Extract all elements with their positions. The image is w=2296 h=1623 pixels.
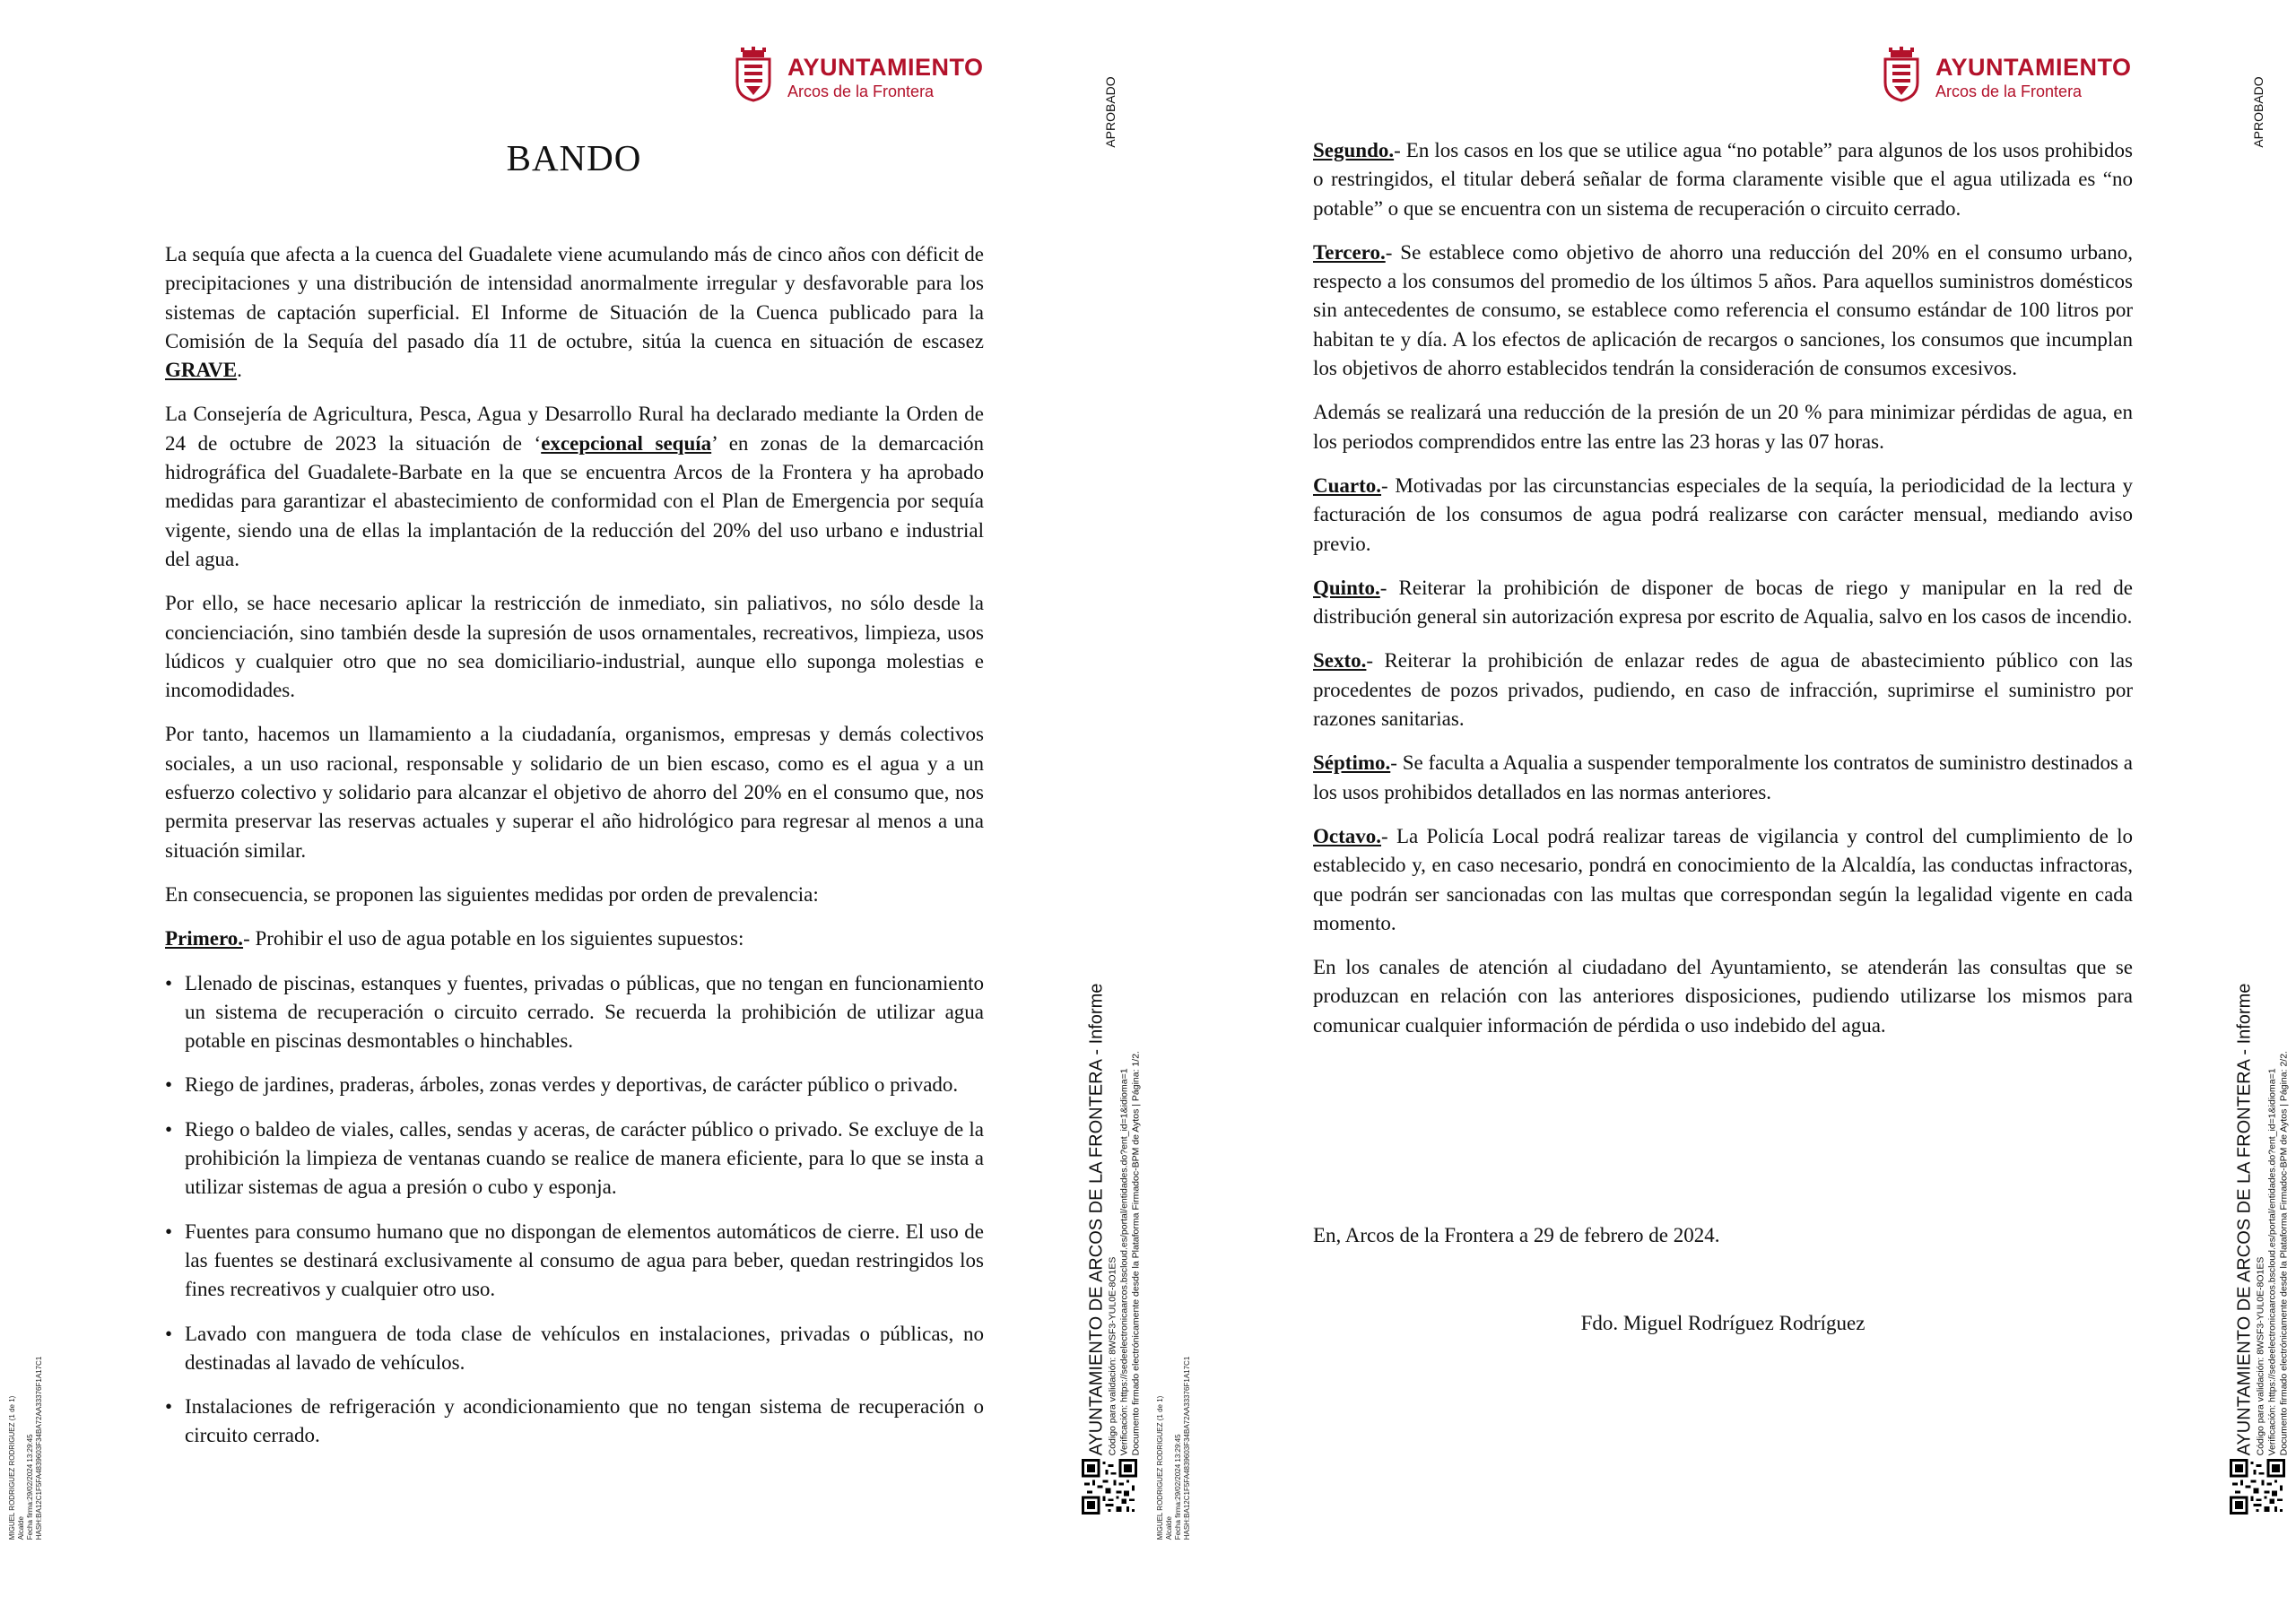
signature-date: En, Arcos de la Frontera a 29 de febrero de 2024. [1313, 1224, 1720, 1246]
qr-code-icon[interactable] [1082, 1459, 1137, 1515]
list-item: • Llenado de piscinas, estanques y fuentes, privadas o públicas, que no tengan en funcionamiento un sistema de recuperación o circuito cerrado. Se recuerda la prohibición de utilizar agua potable en piscinas desmontables o hinchables. [165, 971, 984, 1053]
measure-septimo: Séptimo.- Se faculta a Aqualia a suspender temporalmente los contratos de suministro destinados a los usos prohibidos detallados en las normas anteriores. [1313, 751, 2133, 803]
logo-subtitle: Arcos de la Frontera [787, 82, 935, 100]
measure-segundo: Segundo.- En los casos en los que se utilice agua “no potable” para algunos de los usos prohibidos o restringidos, el titular deberá señalar de forma claramente visible que el agua utilizada es “no potable” o que se encuentra con un sistema de recuperación o circuito cerrado. [1313, 139, 2133, 220]
logo-subtitle: Arcos de la Frontera [1935, 82, 2083, 100]
paragraph-drought: La sequía que afecta a la cuenca del Guadalete viene acumulando más de cinco años con déficit de precipitaciones y una distribución de intensidad anormalmente irregular y desfavorable para los sistemas de captación superficial. El Informe de Situación de la Cuenca publicado para la Comisión de la Sequía del pasado día 11 de octubre, sitúa la cuenca en situación de escasez GRAVE. [165, 243, 984, 382]
paragraph-consejeria: La Consejería de Agricultura, Pesca, Agua y Desarrollo Rural ha declarado mediante la Orden de 24 de octubre de 2023 la situación de ‘excepcional sequía’ en zonas de la demarcación hidrográfica del Guadalete-Barbate en la que se encuentra Arcos de la Frontera y ha aprobado medidas para garantizar el abastecimiento de conformidad con el Plan de Emergencia por sequía vigente, siendo una de ellas la implantación de la reducción del 20% del uso urbano e industrial del agua. [165, 403, 984, 570]
logo-title: AYUNTAMIENTO [787, 54, 984, 81]
ayuntamiento-logo [734, 47, 1003, 104]
list-item: • Riego de jardines, praderas, árboles, zonas verdes y deportivas, de carácter público o privado. [165, 1073, 959, 1097]
approved-stamp: APROBADO [1103, 76, 1118, 148]
ayuntamiento-logo [1882, 47, 2151, 104]
measure-octavo: Octavo.- La Policía Local podrá realizar tareas de vigilancia y control del cumplimiento de lo establecido y, en caso necesario, pondrá en conocimiento de la Alcaldía, las conductas infractoras, que podrán ser sancionadas con las multas que correspondan según la legalidad vigente en cada momento. [1313, 824, 2133, 934]
qr-code-icon[interactable] [2230, 1459, 2285, 1515]
paragraph-measures-intro: En consecuencia, se proponen las siguientes medidas por orden de prevalencia: [165, 882, 819, 906]
list-item: • Instalaciones de refrigeración y acondicionamiento que no tengan sistema de recuperación o circuito cerrado. [165, 1395, 984, 1447]
paragraph-pressure: Además se realizará una reducción de la presión de un 20 % para minimizar pérdidas de agua, en los periodos comprendidos entre las entre las 23 horas y las 07 horas. [1313, 401, 2133, 453]
logo-title: AYUNTAMIENTO [1935, 54, 2132, 81]
list-item: • Fuentes para consumo humano que no dispongan de elementos automáticos de cierre. El uso de las fuentes se destinará exclusivamente al consumo de agua para beber, quedan restringidos los fines recreativos y cualquier otro uso. [165, 1219, 984, 1301]
signature-metadata: MIGUEL RODRIGUEZ RODRIGUEZ (1 de 1) Alcalde Fecha firma:29/02/2024 13:29:45 HASH:BA12C1F5FA4839603F34BA72AA33376F1A17C1 [1156, 1356, 1191, 1541]
list-item: • Riego o baldeo de viales, calles, sendas y aceras, de carácter público o privado. Se excluye de la prohibición la limpieza de ventanas cuando se realice de manera eficiente, para lo que se insta a utilizar sistemas de agua a presión o cubo y esponja. [165, 1117, 984, 1199]
page-1-body [165, 240, 984, 1466]
validation-sidebar: AYUNTAMIENTO DE ARCOS DE LA FRONTERA - Informe Código para validación: 8WSF3-YUL0E-8O1ES Verificación: https://sedeelectronicaarcos.bscloud.es/portal/entidades.do?ent_id=1&idioma=1 Documento firmado electrónicamente desde la Plataforma Firmadoc-BPM de Aytos | Página: 1/2. [1086, 983, 1142, 1456]
paragraph-canales: En los canales de atención al ciudadano del Ayuntamiento, se atenderán las consultas que se produzcan en relación con las anteriores disposiciones, pudiendo utilizarse los mismos para comunicar cualquier información de pérdida o uso indebido del agua. [1313, 956, 2133, 1037]
page-2-body [1313, 136, 2133, 1055]
document-title: BANDO [506, 137, 642, 178]
list-item: • Lavado con manguera de toda clase de vehículos en instalaciones, privadas o públicas, no destinadas al lavado de vehículos. [165, 1322, 984, 1374]
measure-cuarto: Cuarto.- Motivadas por las circunstancias especiales de la sequía, la periodicidad de la lectura y facturación de los consumos de agua podrá realizarse con carácter mensual, mediando aviso previo. [1313, 473, 2133, 555]
signature-metadata: MIGUEL RODRIGUEZ RODRIGUEZ (1 de 1) Alcalde Fecha firma:29/02/2024 13:29:45 HASH:BA12C1F5FA4839603F34BA72AA33376F1A17C1 [8, 1356, 43, 1541]
measure-tercero: Tercero.- Se establece como objetivo de ahorro una reducción del 20% en el consumo urbano, respecto a los consumos del promedio de los últimos 5 años. Para aquellos suministros domésticos sin antecedentes de consumo, se establece como referencia el consumo estándar de 100 litros por habitan te y día. A los efectos de aplicación de recargos o sanciones, los consumos que incumplan los objetivos de ahorro establecidos tendrán la consideración de consumos excesivos. [1313, 240, 2133, 380]
coat-of-arms-icon [1882, 47, 1921, 102]
coat-of-arms-icon [734, 47, 773, 102]
paragraph-appeal: Por tanto, hacemos un llamamiento a la ciudadanía, organismos, empresas y demás colectivos sociales, a un uso racional, responsable y solidario de un bien escaso, como es el agua y a un esfuerzo colectivo y solidario para alcanzar el objetivo de ahorro del 20% en el consumo que, nos permita preservar las reservas actuales y superar el año hidrológico para regresar al menos a una situación similar. [165, 723, 984, 862]
measure-primero: Primero.- Prohibir el uso de agua potable en los siguientes supuestos: [165, 927, 744, 950]
approved-stamp: APROBADO [2251, 76, 2266, 148]
measure-quinto: Quinto.- Reiterar la prohibición de disponer de bocas de riego y manipular en la red de distribución general sin autorización expresa por escrito de Aqualia, salvo en los casos de incendio. [1313, 576, 2133, 629]
measure-sexto: Sexto.- Reiterar la prohibición de enlazar redes de agua de abastecimiento público con las procedentes de pozos privados, pudiendo, en caso de infracción, suprimirse el suministro por razones sanitarias. [1313, 649, 2133, 731]
paragraph-restriction: Por ello, se hace necesario aplicar la restricción de inmediato, sin paliativos, no sólo desde la concienciación, sino también desde la supresión de usos ornamentales, recreativos, limpieza, usos lúdicos y cualquier otro que no sea domiciliario-industrial, aunque ello suponga molestias e incomodidades. [165, 592, 984, 702]
signature-name: Fdo. Miguel Rodríguez Rodríguez [1580, 1312, 1866, 1334]
document-page-2 [1148, 0, 2296, 1623]
validation-sidebar: AYUNTAMIENTO DE ARCOS DE LA FRONTERA - Informe Código para validación: 8WSF3-YUL0E-8O1ES Verificación: https://sedeelectronicaarcos.bscloud.es/portal/entidades.do?ent_id=1&idioma=1 Documento firmado electrónicamente desde la Plataforma Firmadoc-BPM de Aytos | Página: 2/2. [2234, 983, 2290, 1456]
